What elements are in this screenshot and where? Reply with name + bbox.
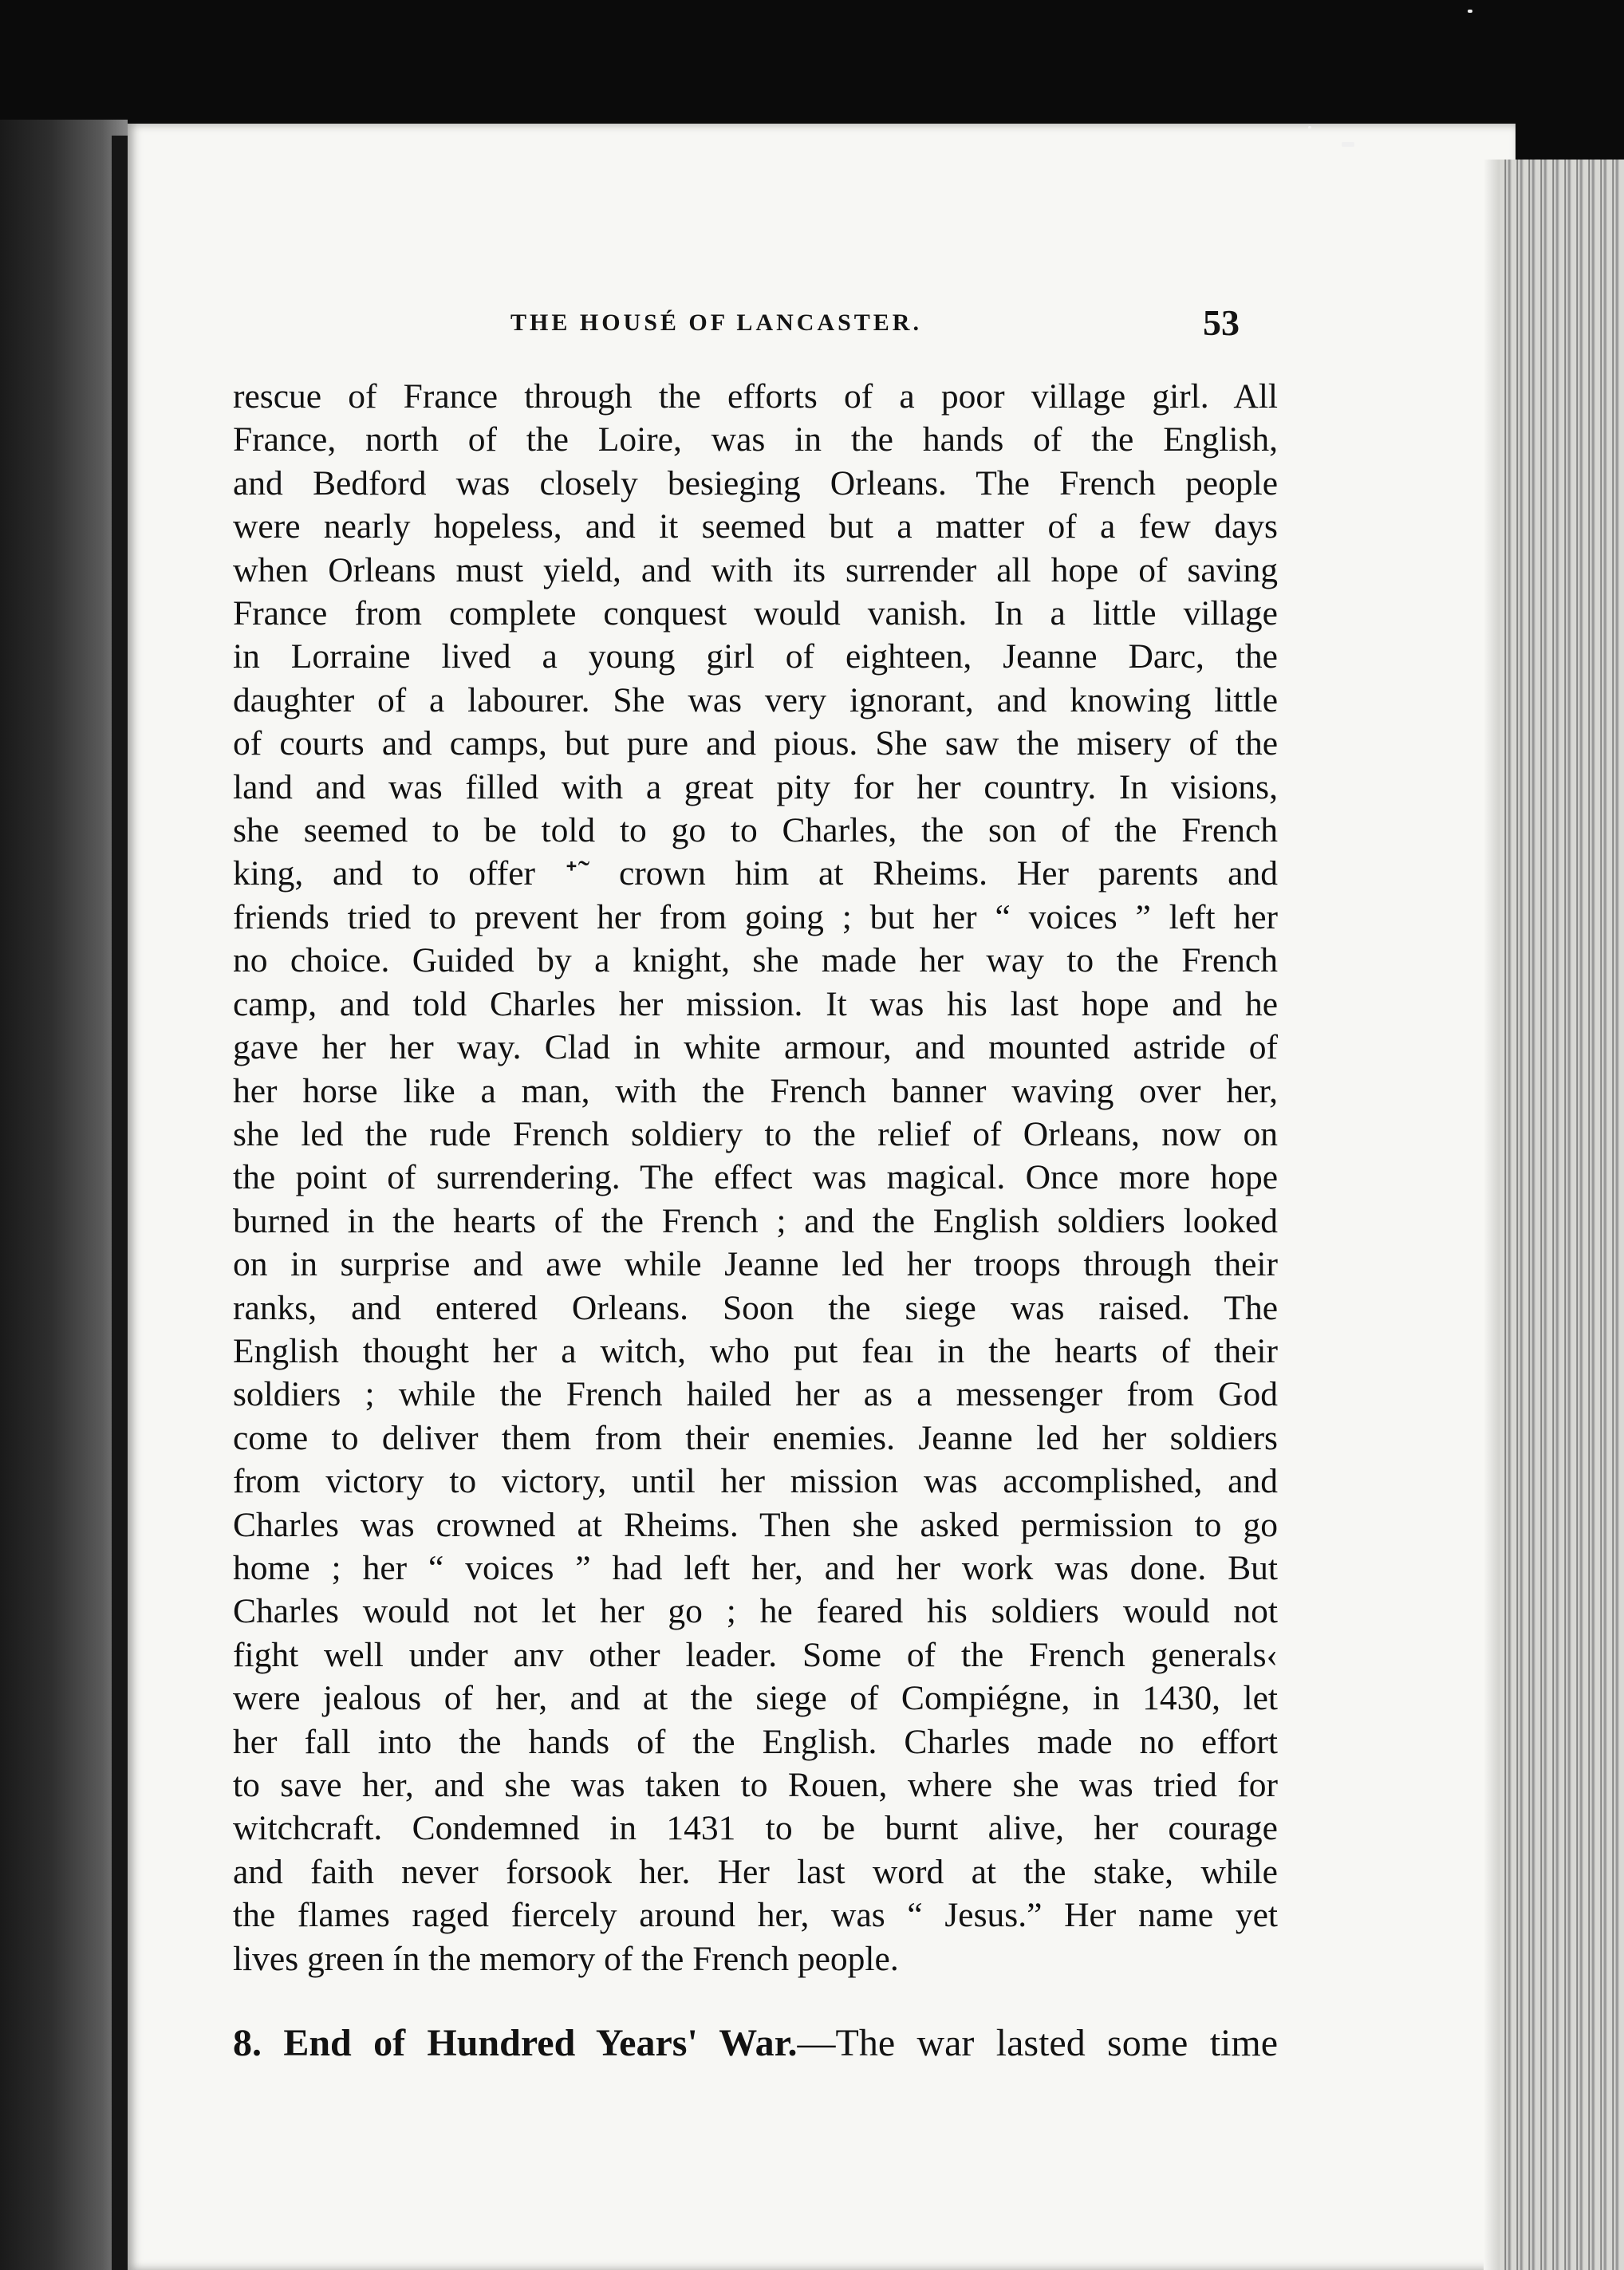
page-number: 53: [1203, 302, 1240, 343]
body-paragraph: [233, 375, 1278, 1980]
text-line: no choice. Guided by a knight, she made her way to the French: [233, 941, 1278, 980]
text-line: she seemed to be told to go to Charles, the son of the French: [233, 811, 1278, 850]
text-line: the point of surrendering. The effect was magical. Once more hope: [233, 1158, 1278, 1197]
text-line: camp, and told Charles her mission. It was his last hope and he: [233, 984, 1278, 1023]
text-line: king, and to offer ᐩ˜ crown him at Rheims. Her parents and: [233, 854, 1278, 893]
text-line: were jealous of her, and at the siege of Compiégne, in 1430, let: [233, 1679, 1278, 1718]
text-line: from victory to victory, until her mission was accomplished, and: [233, 1462, 1278, 1501]
text-line: land and was filled with a great pity for her country. In visions,: [233, 767, 1278, 806]
section-number: 8.: [233, 2022, 262, 2064]
text-line: rescue of France through the efforts of a poor village girl. All: [233, 377, 1278, 416]
text-line: gave her her way. Clad in white armour, and mounted astride of: [233, 1028, 1278, 1067]
dust-speck: [1342, 142, 1354, 147]
text-line: when Orleans must yield, and with its surrender all hope of saving: [233, 550, 1278, 589]
text-line: were nearly hopeless, and it seemed but a matter of a few days: [233, 507, 1278, 546]
text-line: in Lorraine lived a young girl of eighteen, Jeanne Darc, the: [233, 637, 1278, 676]
text-line: on in surprise and awe while Jeanne led her troops through their: [233, 1245, 1278, 1284]
right-page-edges: [1500, 160, 1624, 2270]
text-line: Charles would not let her go ; he feared his soldiers would not: [233, 1592, 1278, 1631]
text-line: Charles was crowned at Rheims. Then she asked permission to go: [233, 1505, 1278, 1544]
section-heading: [233, 2020, 1278, 2067]
text-line: witchcraft. Condemned in 1431 to be burnt alive, her courage: [233, 1809, 1278, 1848]
text-line: and Bedford was closely besieging Orleans. The French people: [233, 463, 1278, 502]
section-run-in-text: —The war lasted some time: [797, 2022, 1279, 2064]
text-line: her fall into the hands of the English. Charles made no effort: [233, 1722, 1278, 1761]
running-head: THE HOUSÉ OF LANCASTER.: [510, 309, 922, 336]
left-book-edge: [0, 120, 128, 2270]
text-line: lives green ín the memory of the French people.: [233, 1939, 899, 1978]
text-line: English thought her a witch, who put feaı in the hearts of their: [233, 1331, 1278, 1370]
text-line: ranks, and entered Orleans. Soon the siege was raised. The: [233, 1288, 1278, 1327]
text-line: come to deliver them from their enemies. Jeanne led her soldiers: [233, 1418, 1278, 1457]
text-line: burned in the hearts of the French ; and the English soldiers looked: [233, 1201, 1278, 1240]
text-line: daughter of a labourer. She was very ignorant, and knowing little: [233, 680, 1278, 719]
text-line: France, north of the Loire, was in the hands of the English,: [233, 420, 1278, 459]
text-line: fight well under anv other leader. Some of the French generals‹: [233, 1635, 1278, 1674]
text-line: her horse like a man, with the French banner waving over her,: [233, 1071, 1278, 1110]
text-line: France from complete conquest would vanish. In a little village: [233, 594, 1278, 633]
section-title: End of Hundred Years' War.: [283, 2022, 798, 2064]
text-line: to save her, and she was taken to Rouen, where she was tried for: [233, 1766, 1278, 1804]
text-line: of courts and camps, but pure and pious. She saw the misery of the: [233, 724, 1278, 763]
text-line: she led the rude French soldiery to the relief of Orleans, now on: [233, 1114, 1278, 1153]
text-line: home ; her “ voices ” had left her, and her work was done. But: [233, 1548, 1278, 1587]
text-line: friends tried to prevent her from going ; but her “ voices ” left her: [233, 897, 1278, 936]
dust-speck: [1308, 126, 1311, 129]
dust-speck: [1468, 10, 1472, 13]
text-line: soldiers ; while the French hailed her as a messenger from God: [233, 1375, 1278, 1414]
text-line: the flames raged fiercely around her, was “ Jesus.” Her name yet: [233, 1896, 1278, 1935]
text-line: and faith never forsook her. Her last word at the stake, while: [233, 1852, 1278, 1891]
